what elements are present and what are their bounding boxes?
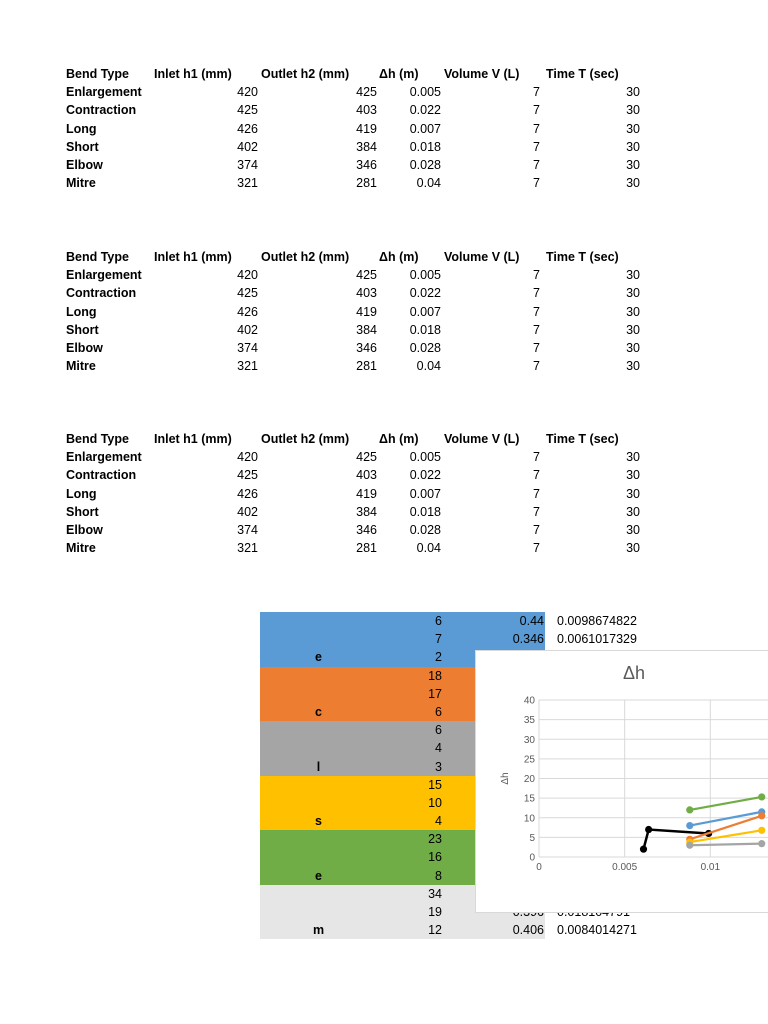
cell-t: 30 xyxy=(626,504,640,519)
cell-h1: 402 xyxy=(237,504,258,519)
cell-name: Contraction xyxy=(66,468,137,483)
table-row xyxy=(66,321,646,339)
series-line xyxy=(690,797,762,810)
table-row xyxy=(66,357,646,375)
summary-num: 16 xyxy=(428,850,442,865)
summary-num: 7 xyxy=(435,632,442,647)
summary-num: 3 xyxy=(435,759,442,774)
cell-h1: 374 xyxy=(237,522,258,537)
cell-t: 30 xyxy=(626,541,640,556)
cell-name: Mitre xyxy=(66,176,96,191)
cell-t: 30 xyxy=(626,121,640,136)
summary-val: 0.44 xyxy=(519,614,544,628)
cell-dh: 0.04 xyxy=(416,176,441,191)
cell-h1: 402 xyxy=(237,139,258,154)
cell-dh: 0.04 xyxy=(416,541,441,556)
cell-name: Short xyxy=(66,139,99,154)
table-row xyxy=(66,466,646,484)
cell-h2: 425 xyxy=(356,450,377,465)
cell-h1: 374 xyxy=(237,157,258,172)
table-row xyxy=(66,539,646,557)
cell-dh: 0.028 xyxy=(409,157,441,172)
table-row xyxy=(66,120,646,138)
data-point xyxy=(686,842,693,849)
summary-num: 4 xyxy=(435,741,442,756)
y-tick-label: 25 xyxy=(523,754,535,766)
cell-dh: 0.028 xyxy=(409,340,441,355)
cell-h1: 426 xyxy=(237,486,258,501)
cell-dh: 0.007 xyxy=(409,486,441,501)
summary-num: 2 xyxy=(435,650,442,665)
cell-t: 30 xyxy=(626,85,640,100)
cell-v: 7 xyxy=(533,268,540,283)
summary-num: 6 xyxy=(435,614,442,628)
cell-t: 30 xyxy=(626,286,640,301)
cell-name: Short xyxy=(66,504,99,519)
cell-dh: 0.007 xyxy=(409,304,441,319)
cell-h1: 374 xyxy=(237,340,258,355)
cell-v: 7 xyxy=(533,468,540,483)
cell-name: Contraction xyxy=(66,286,137,301)
cell-h2: 384 xyxy=(356,504,377,519)
summary-num: 18 xyxy=(428,668,442,683)
cell-t: 30 xyxy=(626,450,640,465)
y-axis-label: Δh xyxy=(500,772,511,785)
column-header: Δh (m) xyxy=(379,250,419,264)
cell-dh: 0.005 xyxy=(409,268,441,283)
cell-v: 7 xyxy=(533,139,540,154)
y-tick-label: 40 xyxy=(523,695,535,707)
cell-v: 7 xyxy=(533,157,540,172)
y-tick-label: 5 xyxy=(529,832,535,844)
cell-h2: 403 xyxy=(356,468,377,483)
cell-v: 7 xyxy=(533,450,540,465)
cell-v: 7 xyxy=(533,322,540,337)
cell-v: 7 xyxy=(533,121,540,136)
y-tick-label: 15 xyxy=(523,793,535,805)
cell-v: 7 xyxy=(533,541,540,556)
cell-h1: 321 xyxy=(237,176,258,191)
cell-t: 30 xyxy=(626,522,640,537)
column-header: Time T (sec) xyxy=(546,250,619,264)
cell-v: 7 xyxy=(533,522,540,537)
column-header: Volume V (L) xyxy=(444,67,520,81)
summary-row xyxy=(260,612,660,630)
cell-name: Long xyxy=(66,486,97,501)
summary-label: c xyxy=(315,704,322,719)
table-header-row xyxy=(66,65,646,83)
cell-h2: 281 xyxy=(356,541,377,556)
data-point xyxy=(758,827,765,834)
summary-label: l xyxy=(316,759,321,774)
cell-dh: 0.04 xyxy=(416,359,441,374)
data-table-3 xyxy=(66,430,646,557)
table-header-row xyxy=(66,248,646,266)
y-tick-label: 20 xyxy=(523,774,535,785)
summary-num: 34 xyxy=(428,886,442,901)
table-row xyxy=(66,101,646,119)
data-point xyxy=(758,840,765,847)
chart-panel[interactable] xyxy=(475,650,768,913)
y-tick-label: 35 xyxy=(523,715,535,727)
cell-h2: 384 xyxy=(356,139,377,154)
table-row xyxy=(66,174,646,192)
data-table-2 xyxy=(66,248,646,375)
cell-h1: 321 xyxy=(237,359,258,374)
cell-h2: 425 xyxy=(356,268,377,283)
summary-num: 23 xyxy=(428,832,442,847)
summary-val: 0.406 xyxy=(512,923,544,938)
column-header: Inlet h1 (mm) xyxy=(154,67,232,81)
cell-dh: 0.005 xyxy=(409,450,441,465)
cell-h2: 384 xyxy=(356,322,377,337)
data-point xyxy=(758,812,765,819)
column-header: Δh (m) xyxy=(379,432,419,446)
cell-v: 7 xyxy=(533,486,540,501)
cell-v: 7 xyxy=(533,340,540,355)
x-tick-label: 0.005 xyxy=(612,862,638,873)
cell-h2: 346 xyxy=(356,340,377,355)
cell-dh: 0.005 xyxy=(409,85,441,100)
table-header-row xyxy=(66,430,646,448)
chart-title: Δh xyxy=(623,663,646,683)
cell-h2: 281 xyxy=(356,176,377,191)
summary-num: 4 xyxy=(435,814,442,829)
table-row xyxy=(66,83,646,101)
column-header: Δh (m) xyxy=(379,67,419,81)
column-header: Outlet h2 (mm) xyxy=(261,250,350,264)
y-tick-label: 10 xyxy=(523,813,535,825)
table-row xyxy=(66,521,646,539)
cell-h1: 425 xyxy=(237,468,258,483)
summary-num: 17 xyxy=(428,686,442,701)
cell-dh: 0.022 xyxy=(409,103,441,118)
cell-name: Short xyxy=(66,322,99,337)
cell-dh: 0.028 xyxy=(409,522,441,537)
cell-h1: 425 xyxy=(237,103,258,118)
cell-name: Contraction xyxy=(66,103,137,118)
x-tick-label: 0 xyxy=(536,862,542,873)
summary-num: 8 xyxy=(435,868,442,883)
cell-name: Mitre xyxy=(66,541,96,556)
cell-dh: 0.007 xyxy=(409,121,441,136)
table-row xyxy=(66,339,646,357)
cell-t: 30 xyxy=(626,176,640,191)
summary-label: m xyxy=(312,923,325,938)
table-row xyxy=(66,303,646,321)
x-tick-label: 0.01 xyxy=(700,862,721,873)
data-point xyxy=(758,793,765,800)
cell-t: 30 xyxy=(626,103,640,118)
cell-t: 30 xyxy=(626,340,640,355)
summary-row xyxy=(260,630,660,648)
cell-h2: 425 xyxy=(356,85,377,100)
summary-num: 10 xyxy=(428,795,442,810)
cell-v: 7 xyxy=(533,176,540,191)
cell-v: 7 xyxy=(533,359,540,374)
summary-num: 6 xyxy=(435,723,442,738)
column-header: Inlet h1 (mm) xyxy=(154,432,232,446)
data-table-1 xyxy=(66,65,646,192)
table-row xyxy=(66,156,646,174)
summary-row xyxy=(260,921,660,939)
summary-ext: 0.0084014271 xyxy=(557,923,637,938)
data-point xyxy=(645,826,652,833)
column-header: Outlet h2 (mm) xyxy=(261,432,350,446)
cell-name: Mitre xyxy=(66,359,96,374)
series-line xyxy=(644,830,709,850)
column-header: Time T (sec) xyxy=(546,432,619,446)
cell-h2: 419 xyxy=(356,121,377,136)
cell-name: Elbow xyxy=(66,340,103,355)
cell-name: Elbow xyxy=(66,522,103,537)
cell-t: 30 xyxy=(626,139,640,154)
cell-h2: 419 xyxy=(356,304,377,319)
cell-h1: 426 xyxy=(237,304,258,319)
cell-t: 30 xyxy=(626,268,640,283)
cell-v: 7 xyxy=(533,304,540,319)
column-header: Bend Type xyxy=(66,67,129,81)
cell-h2: 281 xyxy=(356,359,377,374)
cell-t: 30 xyxy=(626,322,640,337)
cell-t: 30 xyxy=(626,468,640,483)
cell-h2: 346 xyxy=(356,522,377,537)
cell-h1: 321 xyxy=(237,541,258,556)
cell-dh: 0.022 xyxy=(409,468,441,483)
cell-dh: 0.018 xyxy=(409,322,441,337)
chart-plot xyxy=(476,651,768,912)
summary-num: 15 xyxy=(428,777,442,792)
summary-row-fill xyxy=(260,612,545,630)
cell-dh: 0.018 xyxy=(409,139,441,154)
data-point xyxy=(686,822,693,829)
cell-v: 7 xyxy=(533,103,540,118)
cell-name: Long xyxy=(66,121,97,136)
series-line xyxy=(690,844,762,846)
summary-num: 12 xyxy=(428,923,442,938)
table-row xyxy=(66,485,646,503)
cell-v: 7 xyxy=(533,286,540,301)
column-header: Bend Type xyxy=(66,250,129,264)
cell-h2: 403 xyxy=(356,103,377,118)
cell-h1: 420 xyxy=(237,450,258,465)
column-header: Bend Type xyxy=(66,432,129,446)
cell-t: 30 xyxy=(626,359,640,374)
cell-v: 7 xyxy=(533,85,540,100)
cell-name: Elbow xyxy=(66,157,103,172)
table-row xyxy=(66,138,646,156)
column-header: Volume V (L) xyxy=(444,250,520,264)
cell-h1: 426 xyxy=(237,121,258,136)
y-tick-label: 30 xyxy=(523,734,535,746)
table-row xyxy=(66,266,646,284)
cell-h1: 420 xyxy=(237,85,258,100)
cell-t: 30 xyxy=(626,486,640,501)
summary-num: 6 xyxy=(435,704,442,719)
cell-name: Enlargement xyxy=(66,268,142,283)
cell-t: 30 xyxy=(626,304,640,319)
cell-name: Long xyxy=(66,304,97,319)
summary-ext: 0.0098674822 xyxy=(557,614,637,628)
column-header: Outlet h2 (mm) xyxy=(261,67,350,81)
summary-val: 0.346 xyxy=(512,632,544,647)
cell-v: 7 xyxy=(533,504,540,519)
y-tick-label: 0 xyxy=(529,852,535,864)
summary-ext: 0.0061017329 xyxy=(557,632,637,647)
cell-dh: 0.018 xyxy=(409,504,441,519)
column-header: Volume V (L) xyxy=(444,432,520,446)
summary-label: e xyxy=(315,868,322,883)
summary-row-fill xyxy=(260,630,545,648)
cell-h1: 425 xyxy=(237,286,258,301)
table-row xyxy=(66,284,646,302)
summary-label: s xyxy=(315,814,322,829)
cell-h2: 419 xyxy=(356,486,377,501)
table-row xyxy=(66,448,646,466)
column-header: Time T (sec) xyxy=(546,67,619,81)
cell-dh: 0.022 xyxy=(409,286,441,301)
summary-num: 19 xyxy=(428,905,442,919)
cell-h2: 346 xyxy=(356,157,377,172)
cell-t: 30 xyxy=(626,157,640,172)
cell-h1: 420 xyxy=(237,268,258,283)
cell-name: Enlargement xyxy=(66,450,142,465)
data-point xyxy=(640,846,647,853)
data-point xyxy=(686,806,693,813)
summary-label: e xyxy=(315,650,322,665)
cell-name: Enlargement xyxy=(66,85,142,100)
cell-h2: 403 xyxy=(356,286,377,301)
column-header: Inlet h1 (mm) xyxy=(154,250,232,264)
table-row xyxy=(66,503,646,521)
cell-h1: 402 xyxy=(237,322,258,337)
